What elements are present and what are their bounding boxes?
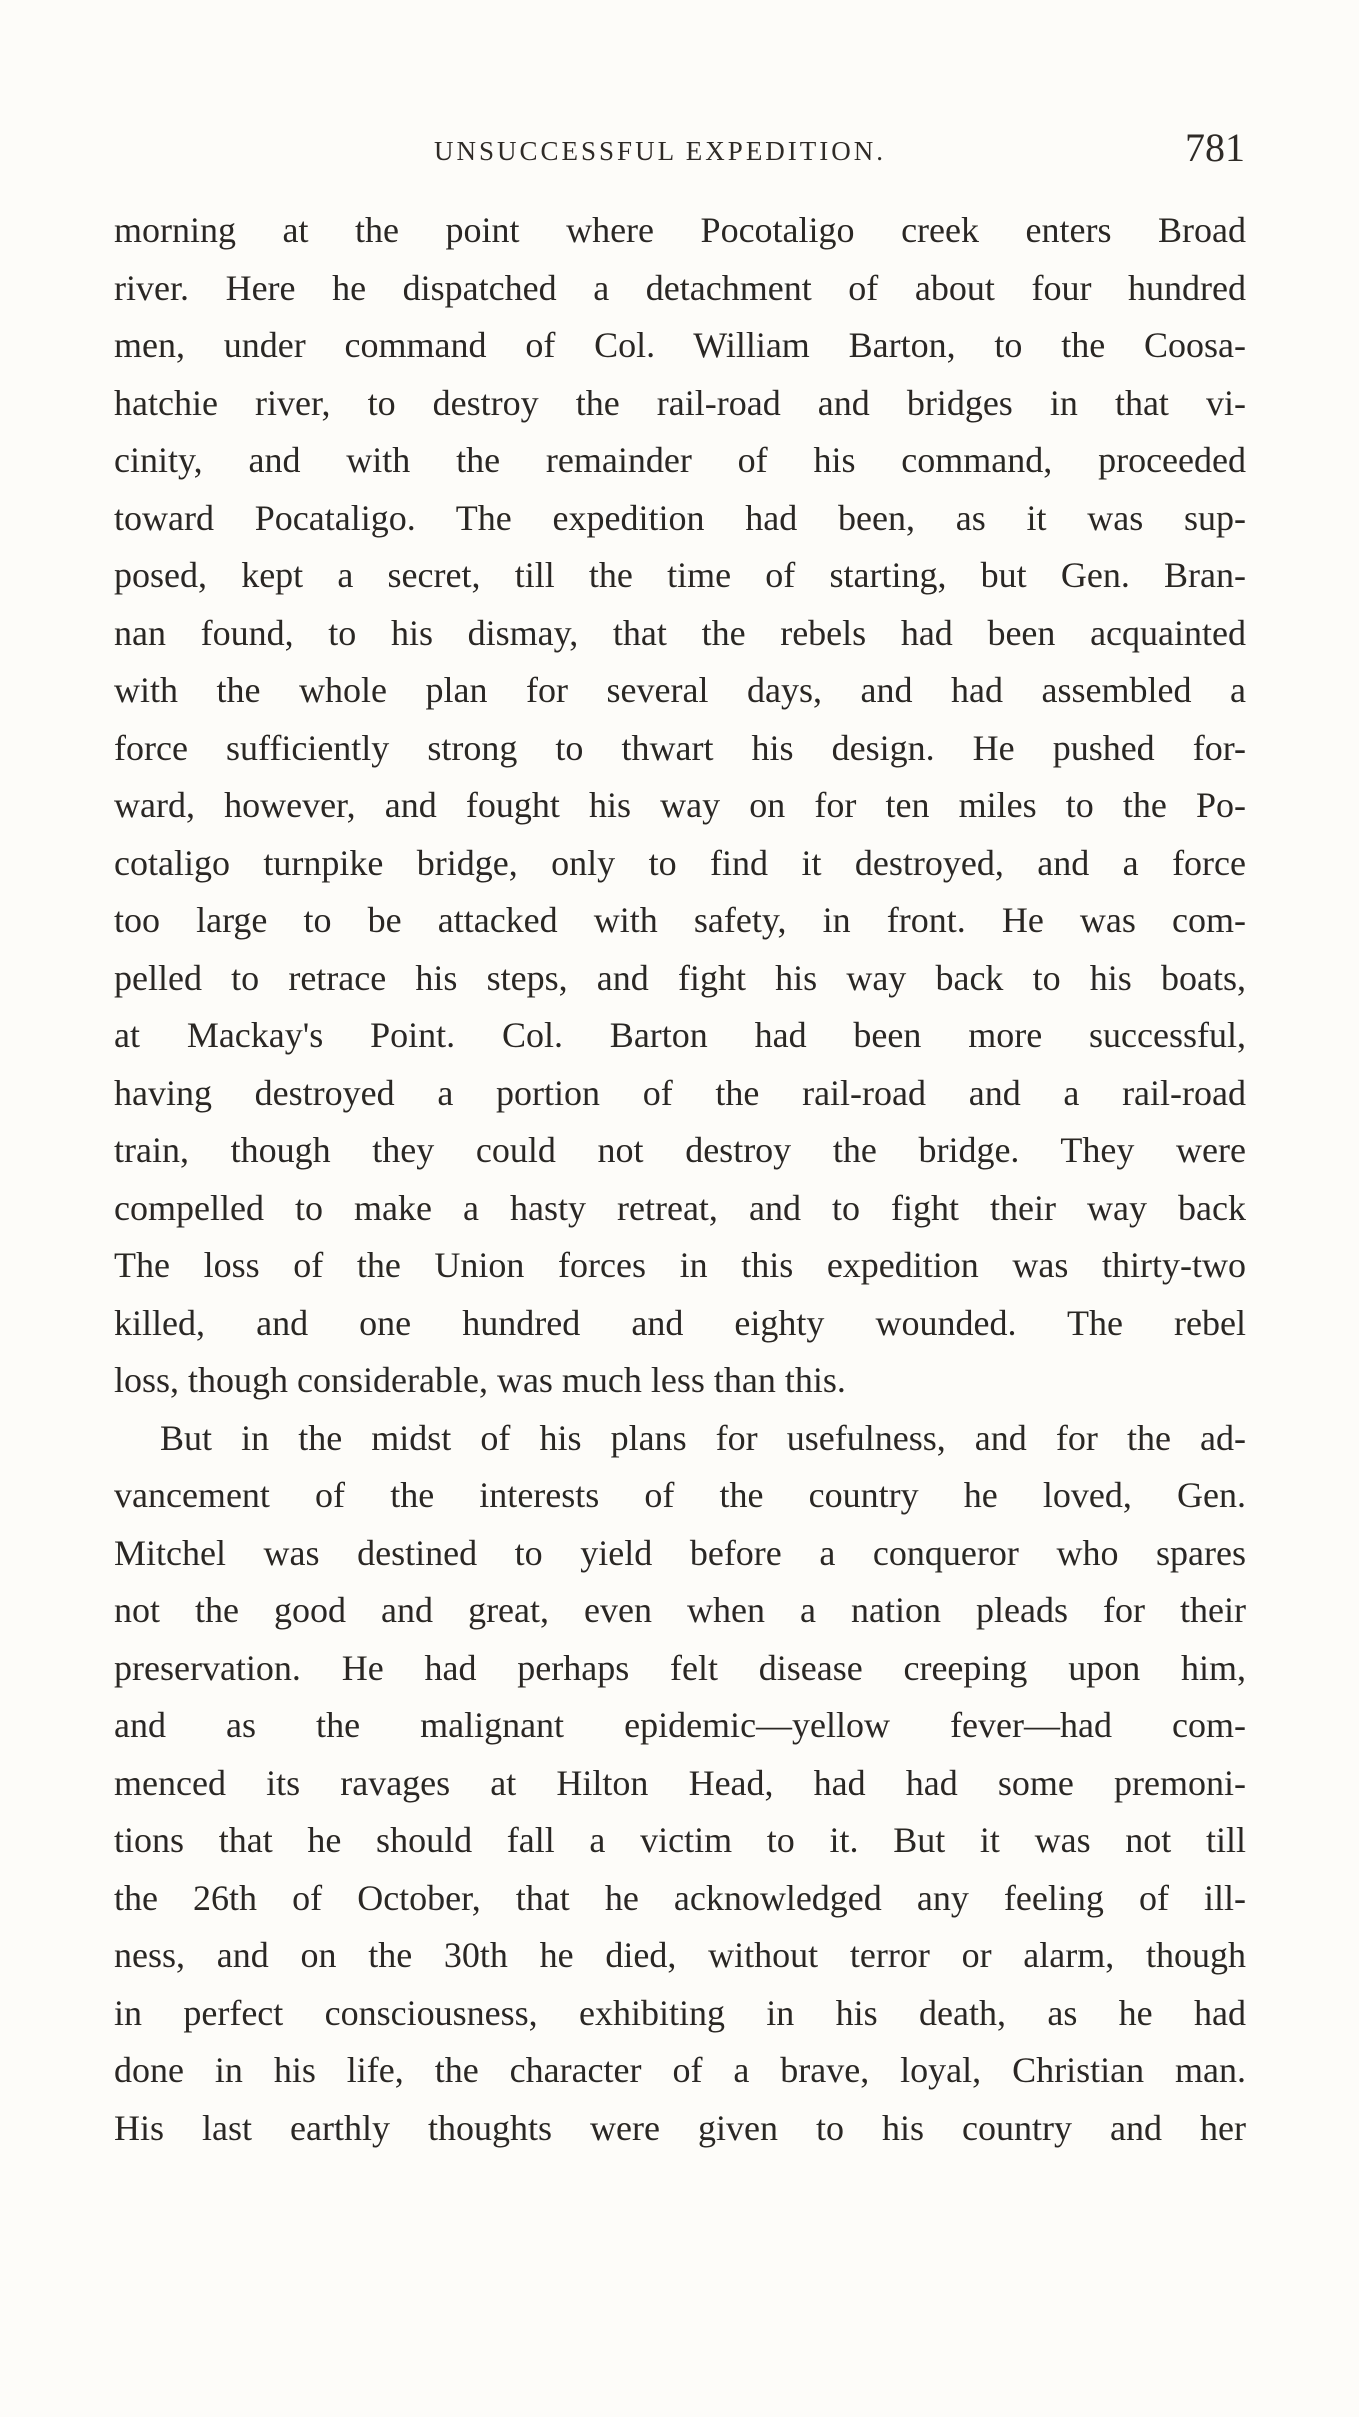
page-number: 781 (1185, 125, 1245, 170)
text-line: force sufficiently strong to thwart his design. He pushed for- (114, 727, 1246, 768)
text-line: hatchie river, to destroy the rail-road and bridges in that vi- (114, 382, 1246, 423)
text-line: cinity, and with the remainder of his command, proceeded (114, 440, 1246, 480)
running-title: UNSUCCESSFUL EXPEDITION. (434, 136, 887, 166)
text-line: the 26th of October, that he acknowledged any feeling of ill- (114, 1877, 1246, 1918)
text-line: morning at the point where Pocotaligo creek enters Broad (114, 210, 1246, 250)
text-line: menced its ravages at Hilton Head, had had some premoni- (114, 1762, 1246, 1803)
text-line: ness, and on the 30th he died, without terror or alarm, though (114, 1935, 1246, 1975)
text-line: ward, however, and fought his way on for ten miles to the Po- (114, 785, 1246, 825)
text-line: at Mackay's Point. Col. Barton had been more successful, (114, 1015, 1246, 1055)
text-line: having destroyed a portion of the rail-road and a rail-road (114, 1072, 1246, 1113)
text-line: Mitchel was destined to yield before a conqueror who spares (114, 1532, 1246, 1573)
text-line: train, though they could not destroy the bridge. They were (114, 1130, 1246, 1170)
text-line: men, under command of Col. William Barton, to the Coosa- (114, 325, 1246, 365)
text-line: and as the malignant epidemic—yellow fever—had com- (114, 1705, 1246, 1745)
text-line: tions that he should fall a victim to it. But it was not till (114, 1820, 1246, 1860)
text-line: not the good and great, even when a nation pleads for their (114, 1590, 1246, 1630)
text-line: compelled to make a hasty retreat, and to fight their way back (114, 1187, 1246, 1228)
text-line: posed, kept a secret, till the time of starting, but Gen. Bran- (114, 555, 1246, 595)
text-line: nan found, to his dismay, that the rebels had been acquainted (114, 612, 1246, 653)
text-line: loss, though considerable, was much less than this. (114, 1360, 846, 1400)
text-line: preservation. He had perhaps felt disease creeping upon him, (114, 1647, 1246, 1688)
text-line: The loss of the Union forces in this expedition was thirty-two (114, 1245, 1246, 1285)
text-line: His last earthly thoughts were given to his country and her (114, 2107, 1246, 2148)
text-line: done in his life, the character of a brave, loyal, Christian man. (114, 2050, 1246, 2090)
text-line: But in the midst of his plans for usefulness, and for the ad- (160, 1417, 1246, 1458)
text-line: with the whole plan for several days, and had assembled a (114, 670, 1246, 710)
text-line: toward Pocataligo. The expedition had been, as it was sup- (114, 497, 1246, 538)
text-line: pelled to retrace his steps, and fight his way back to his boats, (114, 957, 1246, 998)
text-line: killed, and one hundred and eighty wounded. The rebel (114, 1302, 1246, 1343)
text-line: too large to be attacked with safety, in front. He was com- (114, 900, 1246, 940)
text-line: vancement of the interests of the country he loved, Gen. (114, 1475, 1246, 1515)
body-text (114, 202, 1246, 2157)
text-line: cotaligo turnpike bridge, only to find it destroyed, and a force (114, 842, 1246, 883)
running-head (114, 124, 1245, 174)
text-line: river. Here he dispatched a detachment of about four hundred (114, 267, 1246, 308)
text-line: in perfect consciousness, exhibiting in his death, as he had (114, 1992, 1246, 2033)
